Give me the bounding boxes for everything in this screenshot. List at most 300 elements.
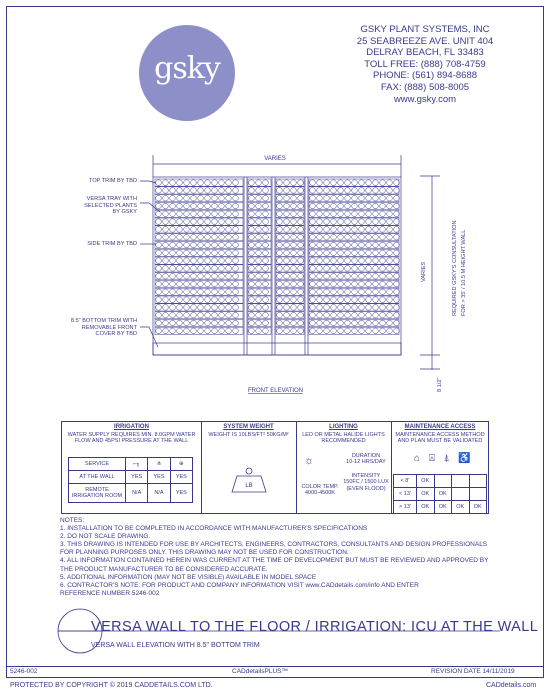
plant-cell [284,266,290,272]
plant-cell [394,328,400,334]
plant-cell [256,273,262,279]
plant-cell [394,211,400,217]
plant-cell [256,242,262,248]
plant-cell [331,242,337,248]
plant-cell [277,219,283,225]
plant-cell [219,281,225,287]
plant-cell [170,312,176,318]
note-line: THE PRODUCT MANUFACTURER TO BE CONSIDERED ACCURATE. [60,565,268,573]
plant-cell [394,312,400,318]
plant-cell [359,242,365,248]
plant-cell [338,328,344,334]
plant-cell [324,234,330,240]
plant-cell [284,328,290,334]
company-website: www.gsky.com [393,93,457,105]
plant-cell [233,219,239,225]
plant-cell [291,234,297,240]
plant-cell [324,266,330,272]
plant-cell [338,234,344,240]
plant-cell [317,211,323,217]
plant-cell [212,320,218,326]
plant-cell [170,203,176,209]
plant-cell [284,297,290,303]
plant-cell [291,219,297,225]
plant-cell [324,227,330,233]
plant-cell [317,266,323,272]
plant-cell [226,258,232,264]
plant-cell [298,211,304,217]
plant-cell [256,297,262,303]
plant-cell [177,289,183,295]
plant-cell [191,289,197,295]
plant-cell [317,234,323,240]
plant-cell [345,219,351,225]
plant-cell [331,203,337,209]
plant-cell [380,273,386,279]
plant-cell [338,195,344,201]
plant-cell [256,227,262,233]
plant-cell [263,328,269,334]
plant-cell [380,219,386,225]
plant-cell [233,180,239,186]
plant-cell [263,320,269,326]
plant-cell [156,273,162,279]
note-line: REFERENCE NUMBER 5246-002 [60,589,160,597]
plant-cell [394,242,400,248]
plant-cell [359,258,365,264]
plant-cell [345,266,351,272]
plant-cell [291,305,297,311]
plant-cell [205,320,211,326]
plant-cell [366,258,372,264]
plant-cell [345,320,351,326]
plant-cell [184,328,190,334]
plant-cell [291,250,297,256]
plant-cell [191,242,197,248]
plant-cell [387,180,393,186]
plant-cell [177,211,183,217]
plant-cell [298,195,304,201]
plant-cell [277,258,283,264]
plant-cell [366,219,372,225]
plant-cell [205,195,211,201]
company-city: DELRAY BEACH, FL 33483 [366,47,484,59]
plant-cell [249,305,255,311]
plant-cell [226,195,232,201]
callout-top-trim: TOP TRIM BY TBD [89,178,137,184]
company-fax: FAX: (888) 508-8005 [380,81,470,93]
plant-cell [233,289,239,295]
plant-cell [256,328,262,334]
plant-cell [233,258,239,264]
plant-cell [291,258,297,264]
plant-cell [263,250,269,256]
plant-cell [310,180,316,186]
plant-cell [317,250,323,256]
plant-cell [345,195,351,201]
company-tollfree: TOLL FREE: (888) 708-4759 [364,58,486,70]
plant-cell [352,234,358,240]
plant-cell [170,195,176,201]
plant-cell [184,305,190,311]
plant-cell [352,297,358,303]
plant-cell [317,305,323,311]
plant-cell [380,328,386,334]
plant-cell [256,195,262,201]
plant-cell [338,242,344,248]
plant-cell [394,234,400,240]
lamp-icon: ☼ [304,455,315,467]
plant-cell [387,258,393,264]
plant-cell [324,195,330,201]
plant-cell [284,203,290,209]
sprinkler-icon: ⋔ [148,458,170,471]
plant-cell [331,219,337,225]
plant-cell [317,328,323,334]
varies-top-label: VARIES [264,156,286,162]
drawing-title: VERSA WALL TO THE FLOOR / IRRIGATION: ICU AT THE WALL [91,619,539,635]
logo-text: gsky [154,51,220,86]
plant-cell [373,195,379,201]
duration-block: DURATION 10-12 HRS/DAY [346,453,386,466]
plant-cell [184,219,190,225]
plant-cell [198,258,204,264]
plant-cell [226,320,232,326]
plant-cell [212,211,218,217]
note-line: 3. THIS DRAWING IS INTENDED FOR USE BY ARCHITECTS, ENGINEERS, CONTRACTORS, CONSULTANTS AND DESIGN PROFESSIONALS [60,541,488,549]
plant-cell [331,180,337,186]
plant-cell [380,320,386,326]
plant-cell [177,219,183,225]
plant-cell [310,219,316,225]
plant-cell [291,297,297,303]
plant-cell [359,203,365,209]
plant-cell [380,227,386,233]
plant-cell [156,281,162,287]
plant-cell [331,297,337,303]
plant-cell [219,219,225,225]
caddetails-link[interactable]: CADdetails.com [486,682,537,689]
plant-cell [198,211,204,217]
plant-cell [263,188,269,194]
plant-cell [156,312,162,318]
plant-cell [177,281,183,287]
plant-cell [291,328,297,334]
plant-cell [380,305,386,311]
plant-cell [380,289,386,295]
plant-cell [170,258,176,264]
plant-cell [191,180,197,186]
plant-cell [324,188,330,194]
varies-side-label: VARIES [421,261,427,282]
plant-cell [366,211,372,217]
plant-cell [359,328,365,334]
plant-cell [394,250,400,256]
plant-cell [249,188,255,194]
plant-cell [212,180,218,186]
plant-cell [394,297,400,303]
plant-cell [331,289,337,295]
plant-cell [352,273,358,279]
plant-cell [233,211,239,217]
plant-cell [233,250,239,256]
plant-cell [317,203,323,209]
plant-cell [205,312,211,318]
plant-cell [338,211,344,217]
plant-cell [291,281,297,287]
plant-cell [198,305,204,311]
plant-cell [387,320,393,326]
plant-cell [198,289,204,295]
plant-cell [394,281,400,287]
plant-cell [331,305,337,311]
plant-cell [249,297,255,303]
plant-cell [163,258,169,264]
plant-cell [277,305,283,311]
plant-cell [338,227,344,233]
plant-cell [198,180,204,186]
irrigation-desc: WATER SUPPLY REQUIRES MIN. 8.0GPM WATER FLOW AND 45PSI PRESSURE AT THE WALL [67,432,196,445]
plant-cell [163,219,169,225]
plant-cell [177,305,183,311]
plant-cell [298,305,304,311]
plant-cell [324,258,330,264]
plant-cell [191,250,197,256]
plant-cell [394,289,400,295]
plant-cell [219,188,225,194]
plant-cell [380,297,386,303]
plant-cell [233,281,239,287]
plant-cell [177,297,183,303]
plant-cell [324,250,330,256]
plant-cell [366,250,372,256]
plant-cell [205,281,211,287]
plant-cell [163,312,169,318]
plant-cell [387,297,393,303]
plant-cell [352,219,358,225]
plant-cell [291,227,297,233]
plant-cell [345,211,351,217]
plant-cell [233,305,239,311]
plant-cell [256,281,262,287]
plant-cell [184,242,190,248]
plant-cell [338,305,344,311]
plant-cell [352,180,358,186]
plant-cell [212,305,218,311]
plant-cell [263,234,269,240]
plant-cell [352,266,358,272]
plant-cell [366,312,372,318]
plant-cell [284,188,290,194]
plant-cell [170,273,176,279]
plant-cell [373,328,379,334]
plant-cell [394,203,400,209]
plant-cell [373,281,379,287]
callout-versa-tray: VERSA TRAY WITH SELECTED PLANTS BY GSKY [84,196,137,216]
plant-cell [163,266,169,272]
consultation-note: REQUIRED GSKY'S CONSULTATION FOR > 35' / 10.5 M HEIGHT WALL [452,220,467,316]
notes-section [60,517,520,598]
plant-cell [191,258,197,264]
plant-cell [226,203,232,209]
plant-cell [177,180,183,186]
plant-cell [373,266,379,272]
plant-cell [205,266,211,272]
irrigation-table [68,457,193,503]
plant-cell [298,258,304,264]
plant-cell [277,250,283,256]
plant-cell [205,242,211,248]
note-line: 5. ADDITIONAL INFORMATION (MAY NOT BE VISIBLE) AVAILABLE IN MODEL SPACE [60,573,317,581]
plant-cell [331,320,337,326]
plant-cell [352,258,358,264]
plant-cell [226,273,232,279]
plant-cell [366,203,372,209]
plant-cell [163,250,169,256]
note-line: FOR PLANNING PURPOSES ONLY. THIS DRAWING MAY NOT BE USED FOR CONSTRUCTION. [60,549,349,557]
plant-cell [387,195,393,201]
notes-heading: NOTES: [60,517,85,524]
plant-cell [317,297,323,303]
plant-cell [317,219,323,225]
plant-cell [359,180,365,186]
plant-cell [366,328,372,334]
table-row: AT THE WALL YES YES YES [69,471,193,484]
plant-cell [163,289,169,295]
plant-cell [394,266,400,272]
plant-cell [310,305,316,311]
plant-cell [184,289,190,295]
plant-cell [170,227,176,233]
plant-cell [156,195,162,201]
plant-cell [352,305,358,311]
plant-cell [198,227,204,233]
table-row: REMOTE IRRIGATION ROOM N/A N/A YES [69,484,193,503]
plant-cell [324,219,330,225]
plant-cell [184,266,190,272]
plant-cell [324,211,330,217]
plant-cell [263,305,269,311]
plant-cell [163,297,169,303]
plant-cell [212,203,218,209]
plant-cell [233,188,239,194]
plant-cell [284,242,290,248]
plant-cell [331,188,337,194]
plant-cell [205,227,211,233]
plant-cell [394,227,400,233]
plant-cell [263,180,269,186]
plant-cell [324,328,330,334]
plant-cell [184,234,190,240]
plant-cell [284,227,290,233]
plant-cell [317,180,323,186]
plant-cell [298,227,304,233]
plant-cell [352,203,358,209]
plant-cell [233,227,239,233]
plant-cell [170,211,176,217]
plant-cell [226,250,232,256]
plant-cell [324,203,330,209]
plant-cell [380,242,386,248]
plant-cell [156,305,162,311]
plant-cell [345,328,351,334]
plant-cell [359,305,365,311]
plant-cell [156,227,162,233]
plant-cell [324,180,330,186]
plant-cell [191,305,197,311]
plant-cell [191,234,197,240]
plant-cell [256,320,262,326]
plant-cell [191,320,197,326]
plant-cell [205,180,211,186]
plant-cell [345,242,351,248]
plant-cell [226,266,232,272]
plant-cell [317,242,323,248]
plant-cell [163,227,169,233]
plant-cell [170,297,176,303]
plant-cell [212,266,218,272]
plant-cell [184,211,190,217]
plant-cell [291,211,297,217]
plant-cell [324,297,330,303]
plant-cell [256,203,262,209]
plant-cell [205,234,211,240]
table-row: > 13' OK OK OK OK [394,501,487,514]
plant-cell [387,188,393,194]
plant-cell [233,328,239,334]
plant-cell [156,320,162,326]
plant-cell [184,297,190,303]
plant-cell [184,250,190,256]
plant-cell [177,234,183,240]
plant-cell [284,195,290,201]
plant-cell [373,203,379,209]
plant-cell [277,320,283,326]
table-row: < 13' OK OK [394,488,487,501]
plant-cell [233,273,239,279]
plant-cell [177,328,183,334]
company-name: GSKY PLANT SYSTEMS, INC [360,24,490,35]
plant-cell [177,258,183,264]
plant-cell [291,203,297,209]
plant-cell [373,297,379,303]
plant-cell [198,203,204,209]
plant-cell [387,219,393,225]
plant-cell [394,320,400,326]
plant-cell [219,180,225,186]
plant-cell [359,234,365,240]
plant-cell [291,312,297,318]
plant-cell [291,289,297,295]
plant-cell [205,273,211,279]
plant-cell [387,211,393,217]
plant-cell [298,242,304,248]
plant-cell [212,242,218,248]
plant-cell [226,180,232,186]
plant-cell [366,195,372,201]
plant-cell [380,258,386,264]
plant-cell [198,195,204,201]
irrigation-title: IRRIGATION [114,424,149,430]
plant-cell [324,305,330,311]
plant-cell [226,305,232,311]
plant-cell [249,328,255,334]
plant-cell [277,211,283,217]
plant-cell [170,328,176,334]
plant-cell [191,273,197,279]
plant-cell [256,219,262,225]
plant-cell [284,273,290,279]
